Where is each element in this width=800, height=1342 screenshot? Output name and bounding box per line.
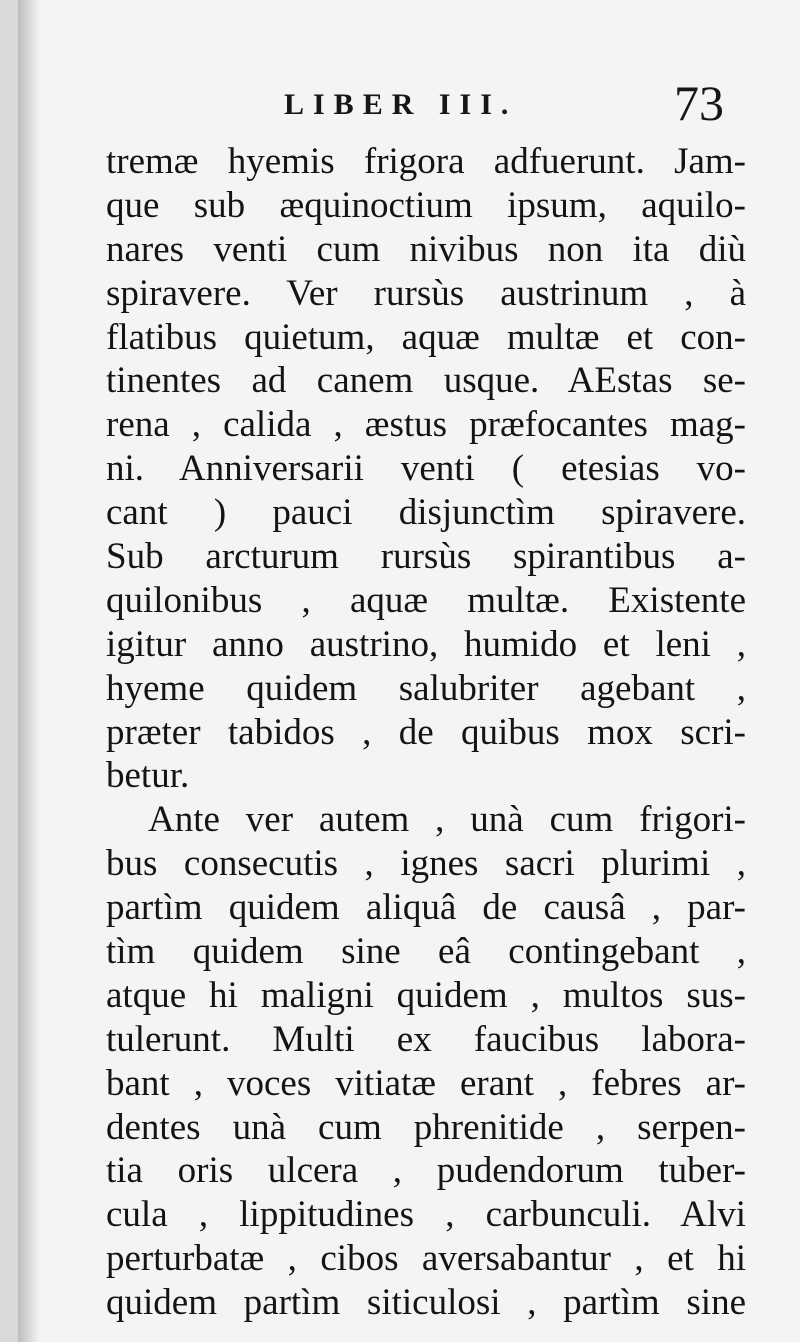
page-edge-shadow bbox=[18, 0, 40, 1342]
text-line: quidem partìm siticulosi , partìm sine bbox=[106, 1282, 746, 1324]
book-page bbox=[18, 0, 800, 1342]
text-line: cula , lippitudines , carbunculi. Alvi bbox=[106, 1194, 746, 1236]
text-line: flatibus quietum, aquæ multæ et con- bbox=[106, 316, 746, 358]
text-line: tìm quidem sine eâ contingebant , bbox=[106, 931, 746, 973]
paragraph-2 bbox=[106, 798, 746, 1325]
text-line: atque hi maligni quidem , multos sus- bbox=[106, 974, 746, 1016]
paragraph-1 bbox=[106, 140, 746, 798]
text-line: tremæ hyemis frigora adfuerunt. Jam- bbox=[106, 141, 746, 182]
text-line: tulerunt. Multi ex faucibus labora- bbox=[106, 1018, 746, 1060]
text-line: nares venti cum nivibus non ita diù bbox=[106, 228, 746, 270]
text-line: præter tabidos , de quibus mox scri- bbox=[106, 711, 746, 753]
text-line: cant ) pauci disjunctìm spiravere. bbox=[106, 492, 746, 534]
text-line: partìm quidem aliquâ de causâ , par- bbox=[106, 887, 746, 929]
page-number: 73 bbox=[674, 75, 724, 131]
text-line: Sub arcturum rursùs spirantibus a- bbox=[106, 536, 746, 578]
text-line: bus consecutis , ignes sacri plurimi , bbox=[106, 843, 746, 885]
text-line: tia oris ulcera , pudendorum tuber- bbox=[106, 1150, 746, 1192]
text-line: perturbatæ , cibos aversabantur , et hi bbox=[106, 1238, 746, 1280]
page-header bbox=[18, 75, 800, 138]
text-line: tinentes ad canem usque. AEstas se- bbox=[106, 360, 746, 402]
page-body bbox=[106, 140, 746, 1325]
text-line: rena , calida , æstus præfocantes mag- bbox=[106, 404, 746, 446]
text-line: spiravere. Ver rursùs austrinum , à bbox=[106, 272, 746, 314]
text-line: dentes unà cum phrenitide , serpen- bbox=[106, 1106, 746, 1148]
text-line: quilonibus , aquæ multæ. Existente bbox=[106, 579, 746, 621]
text-line: Ante ver autem , unà cum frigori- bbox=[148, 799, 746, 841]
text-line: hyeme quidem salubriter agebant , bbox=[106, 667, 746, 709]
text-line: que sub æquinoctium ipsum, aquilo- bbox=[106, 184, 746, 226]
running-head: LIBER III. bbox=[284, 88, 518, 121]
text-line: betur. bbox=[106, 755, 190, 797]
text-line: igitur anno austrino, humido et leni , bbox=[106, 623, 746, 665]
text-line: ni. Anniversarii venti ( etesias vo- bbox=[106, 448, 746, 490]
text-line: bant , voces vitiatæ erant , febres ar- bbox=[106, 1062, 746, 1104]
